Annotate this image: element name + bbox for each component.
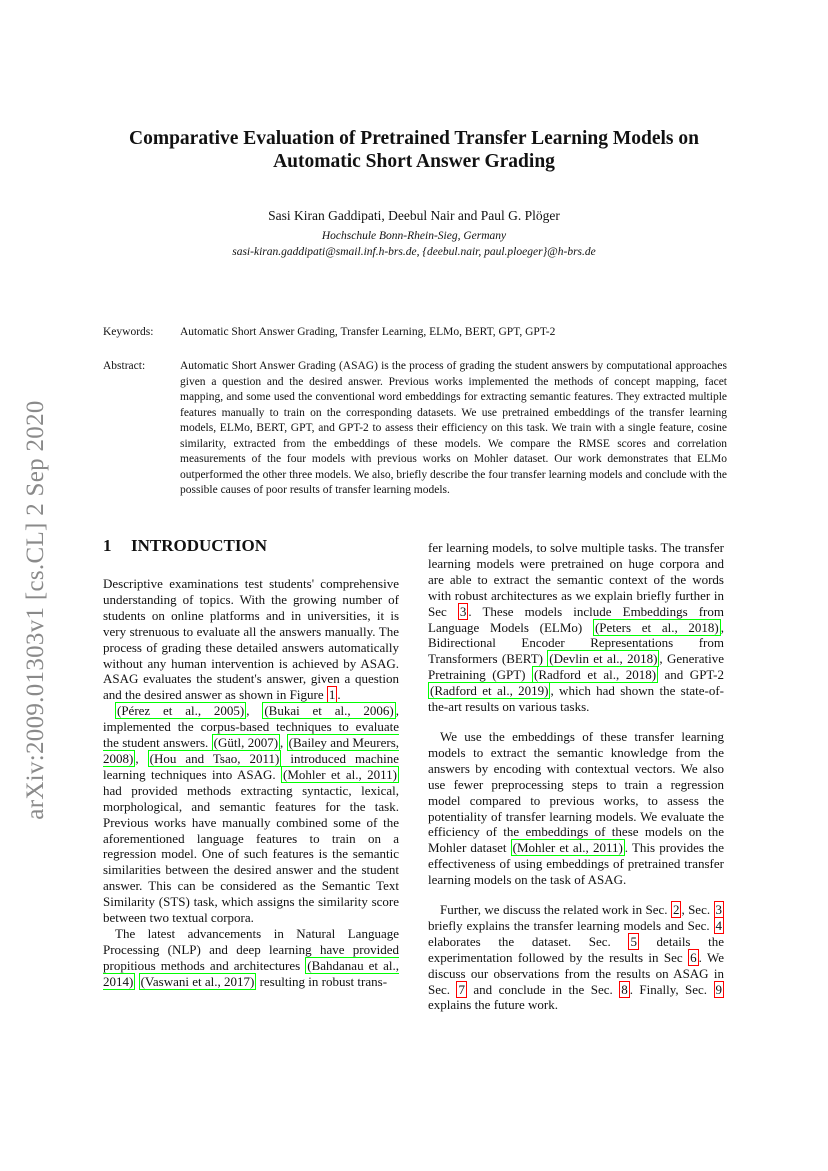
citation-link[interactable]: (Bailey and Meurers, 2008): [103, 735, 399, 766]
text-run: , which had shown the state-of-the-art results on various tasks.: [428, 683, 724, 715]
text-run: Further, we discuss the related work in Sec.: [440, 902, 671, 918]
citation-link[interactable]: (Devlin et al., 2018): [549, 651, 658, 667]
affiliation-block: [103, 228, 725, 260]
section-link[interactable]: 8: [621, 981, 628, 997]
paragraph: [428, 729, 724, 888]
section-link[interactable]: 3: [715, 902, 722, 918]
paragraph: [103, 926, 399, 990]
section-link[interactable]: 6: [690, 949, 697, 965]
text-run: briefly explains the transfer learning models and Sec.: [428, 917, 714, 933]
text-run: Descriptive examinations test students' comprehensive understanding of topics. With the growing number of students on online platforms and in universities, it is very strenuous to evaluate all the answers manually. The process of grading these detailed answers automatically without any human intervention is achieved by ASAG. ASAG evaluates the student's answer, given a question and the desired answer as shown in Figure: [103, 576, 399, 703]
text-run: . This provides the effectiveness of using embeddings of pretrained transfer learning models on the task of ASAG.: [428, 840, 724, 888]
arxiv-identifier: [10, 370, 62, 850]
text-run: .: [337, 687, 341, 703]
text-run: fer learning models, to solve multiple tasks. The transfer learning models were pretrained on huge corpora and are able to extract the semantic context of the words with robust architectures as we explain briefly further in Sec: [428, 540, 724, 619]
text-run: , Bidirectional Encoder Representations from Transformers (BERT): [428, 619, 724, 667]
citation-link[interactable]: (Gütl, 2007): [213, 735, 279, 751]
citation-link[interactable]: (Mohler et al., 2011): [512, 840, 623, 856]
title-line-2: Automatic Short Answer Grading: [273, 151, 555, 172]
section-heading: [103, 536, 399, 556]
section-link[interactable]: 9: [715, 981, 722, 997]
section-link[interactable]: 5: [630, 933, 637, 949]
text-run: . Finally, Sec.: [629, 981, 714, 997]
text-run: We use the embeddings of these transfer learning models to extract the semantic knowledge from the answers by encoding with contextual vectors. We also use fewer preprocessing steps to train a regression model compared to previous works, to assess the potentiality of transfer learning models. We evaluate the efficiency of the embeddings of these models on the Mohler dataset: [428, 728, 724, 856]
citation-link[interactable]: (Radford et al., 2019): [430, 683, 549, 699]
citation-link[interactable]: (Peters et al., 2018): [594, 619, 719, 635]
section-title: INTRODUCTION: [131, 536, 268, 555]
text-run: explains the future work.: [428, 997, 558, 1013]
keywords-text: Automatic Short Answer Grading, Transfer Learning, ELMo, BERT, GPT, GPT-2: [180, 326, 556, 338]
citation-link[interactable]: (Bukai et al., 2006): [264, 703, 394, 719]
section-link[interactable]: 4: [715, 917, 722, 933]
title-line-1: Comparative Evaluation of Pretrained Transfer Learning Models on: [129, 128, 699, 149]
paragraph: [103, 703, 399, 926]
citation-link[interactable]: (Pérez et al., 2005): [117, 703, 245, 719]
text-run: ,: [280, 735, 287, 751]
text-run: , Sec.: [681, 902, 714, 918]
paragraph: [428, 540, 724, 715]
section-number: 1: [103, 536, 112, 555]
section-link[interactable]: 3: [459, 603, 467, 619]
arxiv-identifier-text: arXiv:2009.01303v1 [cs.CL] 2 Sep 2020: [22, 400, 49, 820]
text-run: and GPT-2: [658, 667, 725, 683]
text-run: . We discuss our observations from the results on ASAG in Sec.: [428, 949, 724, 997]
text-run: resulting in robust trans-: [256, 973, 388, 989]
text-run: . These models include Embeddings from Language Models (ELMo): [428, 603, 724, 635]
text-run: had provided methods extracting syntactic, lexical, morphological, and semantic features for the task. Previous works have manually combined some of the aforementioned language features to train on a regression model. One of such features is the semantic similarities between the desired answer and the student answer. This can be considered as the Semantic Text Similarity (STS) task, which assigns the similarity score between two textual corpora.: [103, 782, 399, 926]
citation-link[interactable]: (Vaswani et al., 2017): [140, 973, 255, 989]
citation-link[interactable]: (Bahdanau et al., 2014): [103, 957, 399, 989]
text-run: ,: [246, 703, 263, 719]
keywords-label: Keywords:: [103, 326, 154, 338]
keywords-block: [103, 325, 727, 341]
section-link[interactable]: 7: [458, 981, 465, 997]
right-column: [428, 540, 724, 1013]
abstract-label: Abstract:: [103, 360, 146, 372]
figure-link[interactable]: 1: [328, 687, 336, 703]
abstract-block: [103, 359, 727, 499]
affiliation: Hochschule Bonn-Rhein-Sieg, Germany: [321, 230, 507, 242]
emails: sasi-kiran.gaddipati@smail.inf.h-brs.de, {deebul.nair, paul.ploeger}@h-brs.de: [232, 246, 596, 258]
text-run: introduced machine learning techniques into ASAG.: [103, 750, 400, 782]
text-run: The latest advancements in Natural Language Processing (NLP) and deep learning have provided propitious methods and architectures: [103, 925, 399, 973]
paper-title: [103, 127, 725, 173]
text-run: details the experimentation followed by the results in Sec: [428, 933, 724, 965]
text-run: , Generative Pretraining (GPT): [428, 651, 724, 683]
text-run: , implemented the corpus-based techniques to evaluate the student answers.: [103, 703, 400, 751]
text-run: and conclude in the Sec.: [466, 981, 620, 997]
citation-link[interactable]: (Radford et al., 2018): [534, 667, 657, 683]
paragraph: [428, 902, 724, 1013]
left-column: [103, 536, 399, 990]
section-link[interactable]: 2: [672, 902, 680, 918]
citation-link[interactable]: (Mohler et al., 2011): [283, 766, 397, 782]
citation-link[interactable]: (Hou and Tsao, 2011): [149, 750, 280, 766]
text-run: ,: [135, 750, 148, 766]
text-run: elaborates the dataset. Sec.: [428, 933, 629, 949]
authors: Sasi Kiran Gaddipati, Deebul Nair and Paul G. Plöger: [268, 208, 560, 223]
abstract-text: Automatic Short Answer Grading (ASAG) is the process of grading the student answers by computational approaches given a question and the desired answer. Previous works implemented the methods of concept mapping, facet mapping, and some used the conventional word embeddings for extracting semantic features. They extracted multiple features manually to train on the corresponding datasets. We use pretrained embeddings of the transfer learning models, ELMo, BERT, GPT, and GPT-2 to assess their efficiency on this task. We train with a single feature, cosine similarity, extracted from the embeddings of these models. We compare the RMSE scores and correlation measurements of the four models with previous works on Mohler dataset. Our work demonstrates that ELMo outperformed the other three models. We also, briefly describe the four transfer learning models and conclude with the possible causes of poor results of transfer learning models.: [180, 360, 727, 496]
paragraph: [103, 576, 399, 703]
